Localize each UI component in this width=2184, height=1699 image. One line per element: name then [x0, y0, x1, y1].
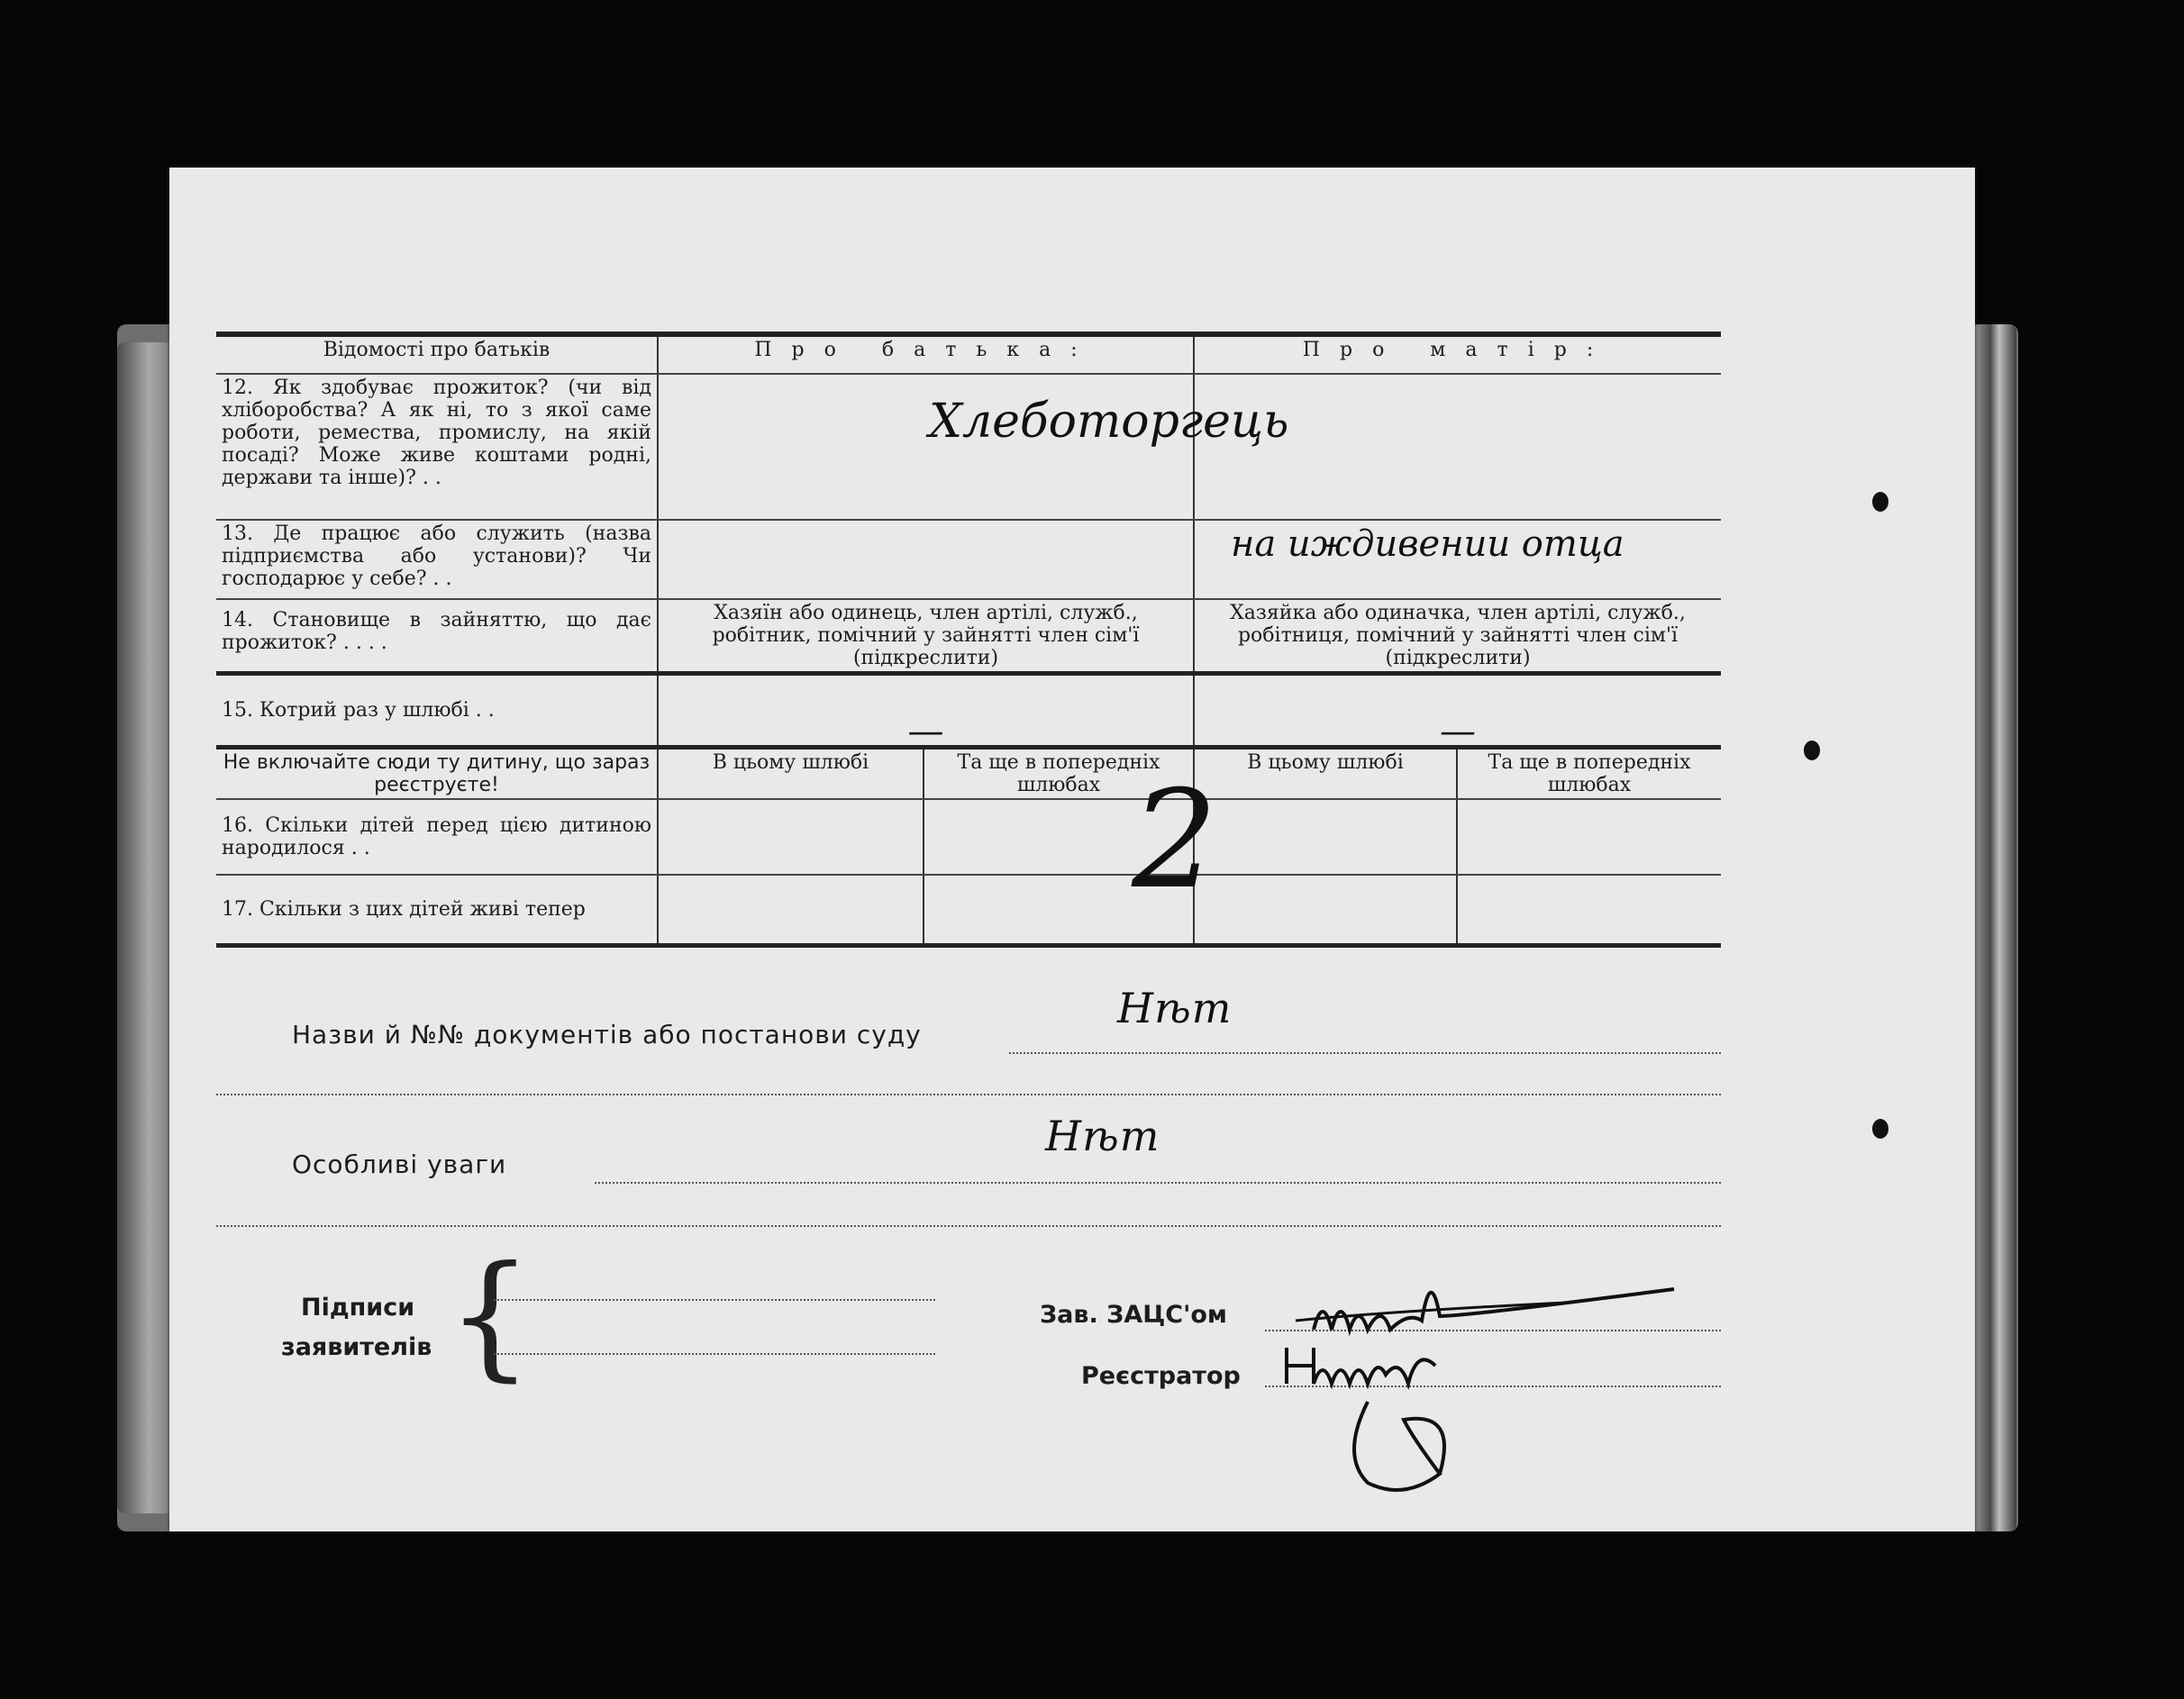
row-13	[216, 520, 1721, 599]
children-subheader-row	[216, 748, 1721, 800]
cell-16-d	[1457, 799, 1721, 875]
mother-status-options: Хазяйка або одиначка, член артілі, служб., робітниця, помічний у зайнятті член сім'ї (підкреслити)	[1194, 599, 1721, 674]
header-father: Про батька:	[658, 334, 1194, 374]
parents-form	[216, 332, 1721, 948]
register-page	[169, 168, 1975, 1531]
registrar-label: Реєстратор	[1081, 1362, 1241, 1390]
mother-previous-marriages-header: Та ще в попередніх шлюбах	[1457, 748, 1721, 800]
cell-17-c	[1194, 875, 1457, 945]
documents-extra-line	[216, 1094, 1721, 1095]
parents-table	[216, 332, 1721, 948]
documents-handwriting: Нѣт	[1117, 984, 1233, 1032]
applicants-brace: {	[447, 1238, 533, 1395]
binding-hole	[1804, 740, 1820, 760]
applicant-sign-line-2	[494, 1353, 935, 1355]
documents-label: Назви й №№ документів або постанови суду	[292, 1020, 922, 1049]
father-this-marriage-header: В цьому шлюбі	[658, 748, 924, 800]
remarks-fill-line	[595, 1182, 1721, 1184]
remarks-extra-line	[216, 1225, 1721, 1227]
mother-marriage-count: —	[1194, 674, 1721, 748]
father-previous-marriages-header: Та ще в попередніх шлюбах	[924, 748, 1194, 800]
father-status-options: Хазяїн або одинець, член артілі, служб., робітник, помічний у зайнятті член сім'ї (підкреслити)	[658, 599, 1194, 674]
father-cell-12	[658, 374, 1289, 520]
children-count-handwriting: 2	[1132, 762, 1218, 919]
question-17: 17. Скільки з цих дітей живі тепер	[216, 875, 658, 945]
remarks-line	[216, 1112, 1721, 1195]
father-occupation-handwriting: Хлеботоргець	[929, 395, 1289, 449]
mother-this-marriage-header: В цьому шлюбі	[1194, 748, 1457, 800]
question-13: 13. Де працює або служить (назва підприємства або установи)? Чи господарює у себе? . .	[216, 520, 658, 599]
row-16	[216, 799, 1721, 875]
row-14	[216, 599, 1721, 674]
head-label: Зав. ЗАЦС'ом	[1040, 1301, 1227, 1329]
question-12: 12. Як здобуває прожиток? (чи від хліборобства? А як ні, то з якої саме роботи, ремества, промислу, на якій посаді? Може живе коштами родні, держави та інше)? . .	[216, 374, 658, 520]
header-info: Відомості про батьків	[216, 334, 658, 374]
registrar-signature	[1278, 1321, 1566, 1555]
question-15: 15. Котрий раз у шлюбі . .	[216, 674, 658, 748]
remarks-handwriting: Нѣт	[1045, 1112, 1160, 1160]
question-16: 16. Скільки дітей перед цією дитиною народилося . .	[216, 799, 658, 875]
binding-hole	[1872, 1119, 1888, 1139]
children-note: Не включайте сюди ту дитину, що зараз реєструєте!	[216, 748, 658, 800]
mother-workplace-handwriting: на иждивении отца	[1231, 523, 1624, 565]
binding-hole	[1872, 492, 1888, 512]
documents-line	[216, 984, 1721, 1059]
cell-17-a	[658, 875, 924, 945]
mother-cell-13	[1194, 520, 1721, 599]
header-mother: Про матір:	[1194, 334, 1721, 374]
cell-17-d	[1457, 875, 1721, 945]
father-marriage-count: —	[658, 674, 1194, 748]
row-12	[216, 374, 1721, 520]
row-17	[216, 875, 1721, 945]
remarks-label: Особливі уваги	[292, 1149, 507, 1179]
cell-16-a	[658, 799, 924, 875]
question-14: 14. Становище в зайняттю, що дає прожиток? . . . .	[216, 599, 658, 674]
father-cell-13	[658, 520, 1194, 599]
book-edge-right	[1973, 324, 2016, 1531]
applicant-sign-line-1	[494, 1299, 935, 1301]
table-header-row	[216, 334, 1721, 374]
applicants-label-2: заявителів	[281, 1333, 432, 1361]
documents-fill-line	[1009, 1052, 1721, 1054]
row-15	[216, 674, 1721, 748]
applicants-label-1: Підписи	[301, 1294, 415, 1322]
